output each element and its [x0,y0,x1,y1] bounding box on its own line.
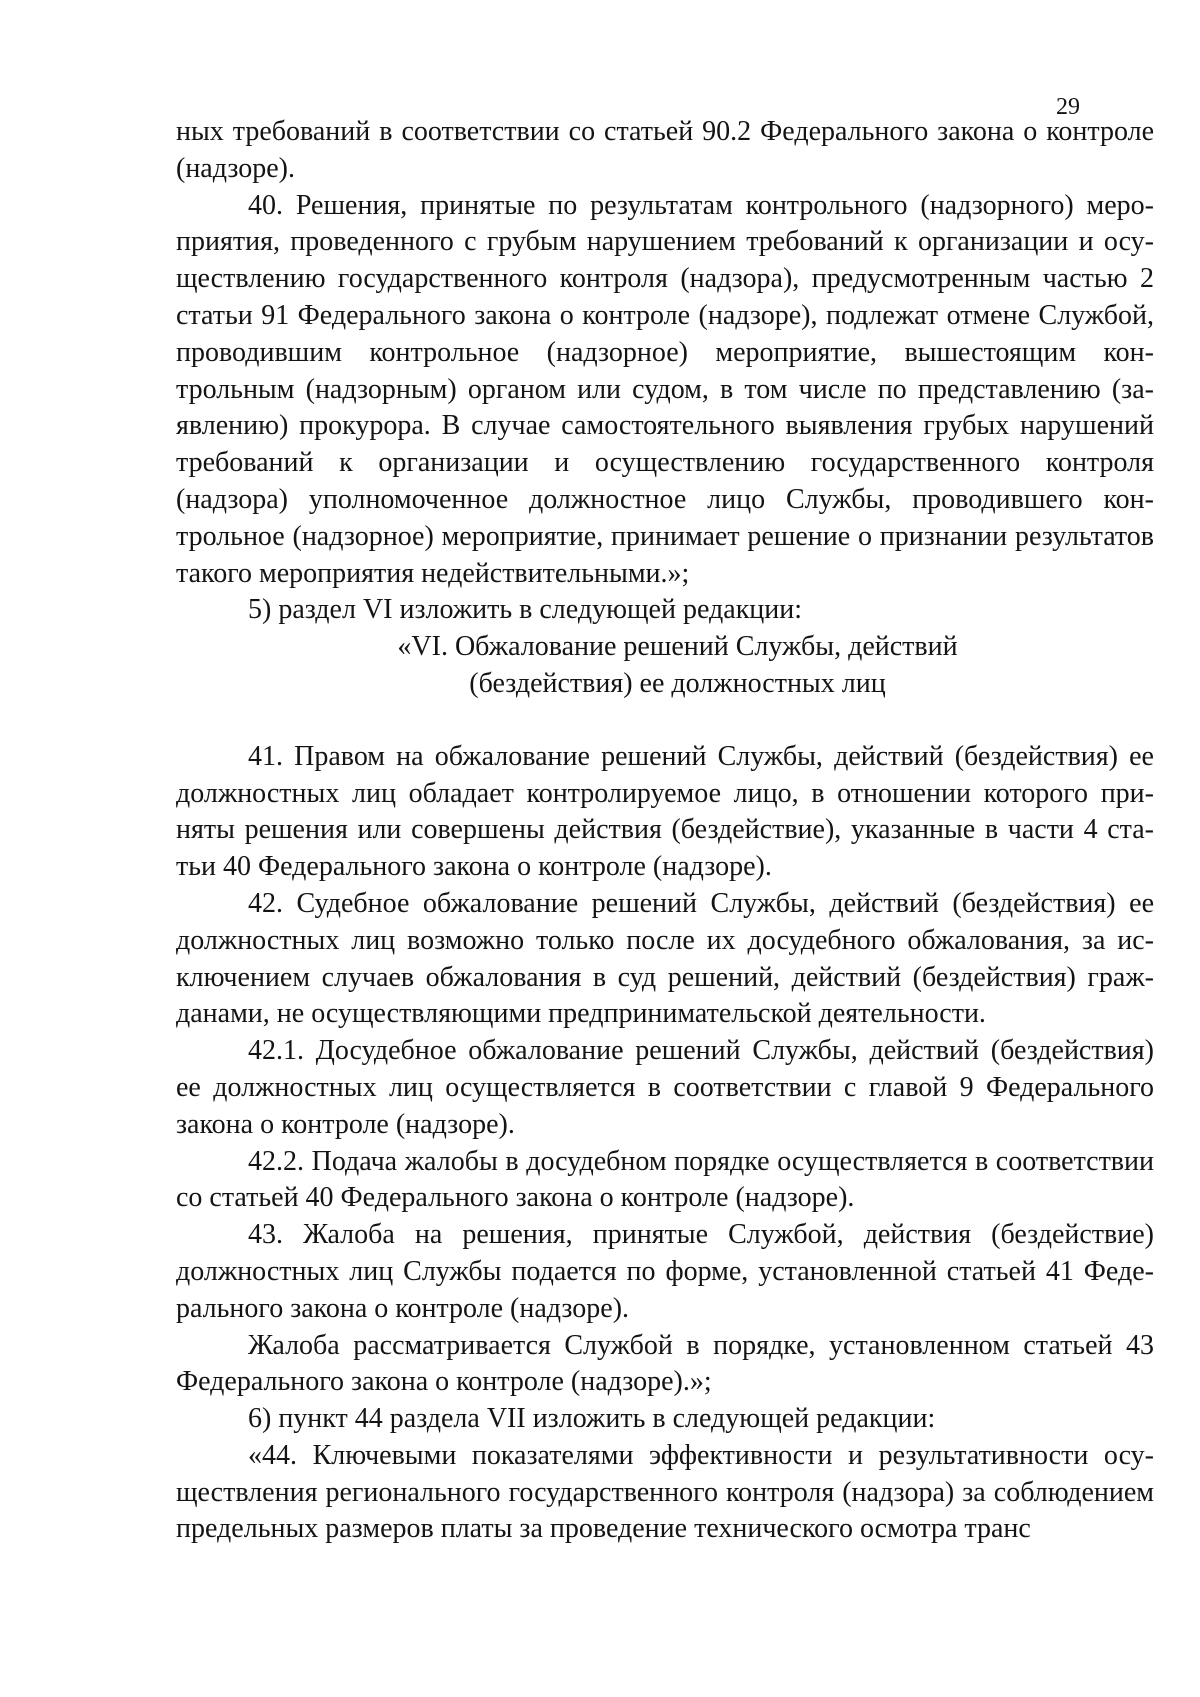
paragraph-41: 41. Правом на обжалование решений Службы, действий (бездействия) ее должностных лиц обладает контролируемое лицо, в отношении которого приняты решения или совершены действия (бездействие), указанные в части 4 статьи 40 Федерального закона о контроле (надзоре). [176,740,1154,883]
paragraph-43: 43. Жалоба на решения, принятые Службой, действия (бездействие) должностных лиц Службы подается по форме, установленной статьей 41 Федерального закона о контроле (надзоре). [176,1219,1154,1324]
heading-spacer [176,703,1154,739]
section-heading-line-2: (бездействия) ее должностных лиц [469,667,886,699]
document-body [176,114,1154,1548]
paragraph-40: 40. Решения, принятые по результатам контрольного (надзорного) мероприятия, проведенного с грубым нарушением требований к организации и осуществлению государственного контроля (надзора), предусмотренным частью 2 статьи 91 Федерального закона о контроле (надзоре), подлежат отмене Службой, проводившим контрольное (надзорное) мероприятие, вышестоящим контрольным (надзорным) органом или судом, в том числе по представлению (заявлению) прокурора. В случае самостоятельного выявления грубых нарушений требований к организации и осуществлению государственного контроля (надзора) уполномоченное должностное лицо Службы, проводившего контрольное (надзорное) мероприятие, принимает решение о признании результатов такого мероприятия недействительными.»; [176,189,1154,589]
paragraph-42-1: 42.1. Досудебное обжалование решений Службы, действий (бездействия) ее должностных лиц осуществляется в соответствии с главой 9 Федерального закона о контроле (надзоре). [176,1035,1154,1140]
section-heading-line-1: «VI. Обжалование решений Службы, действий [397,631,958,663]
paragraph-42: 42. Судебное обжалование решений Службы, действий (бездействия) ее должностных лиц возможно только после их досудебного обжалования, за исключением случаев обжалования в суд решений, действий (бездействия) гражданами, не осуществляющими предпринимательской деятельности. [176,887,1154,1030]
paragraph-44: «44. Ключевыми показателями эффективности и результативности осуществления регионального государственного контроля (надзора) за соблюдением предельных размеров платы за проведение технического осмотра транс [176,1439,1154,1545]
paragraph-43-complaint: Жалоба рассматривается Службой в порядке, установленном статьей 43 Федерального закона о контроле (надзоре).»; [176,1329,1154,1398]
paragraph-item-6: 6) пункт 44 раздела VII изложить в следующей редакции: [248,1403,936,1435]
paragraph-continuation: ных требований в соответствии со статьей 90.2 Федерального закона о контроле (надзоре). [176,116,1154,184]
page-number: 29 [1056,94,1080,120]
paragraph-42-2: 42.2. Подача жалобы в досудебном порядке осуществляется в соответствии со статьей 40 Федерального закона о контроле (надзоре). [176,1145,1154,1214]
paragraph-item-5: 5) раздел VI изложить в следующей редакции: [248,594,803,626]
